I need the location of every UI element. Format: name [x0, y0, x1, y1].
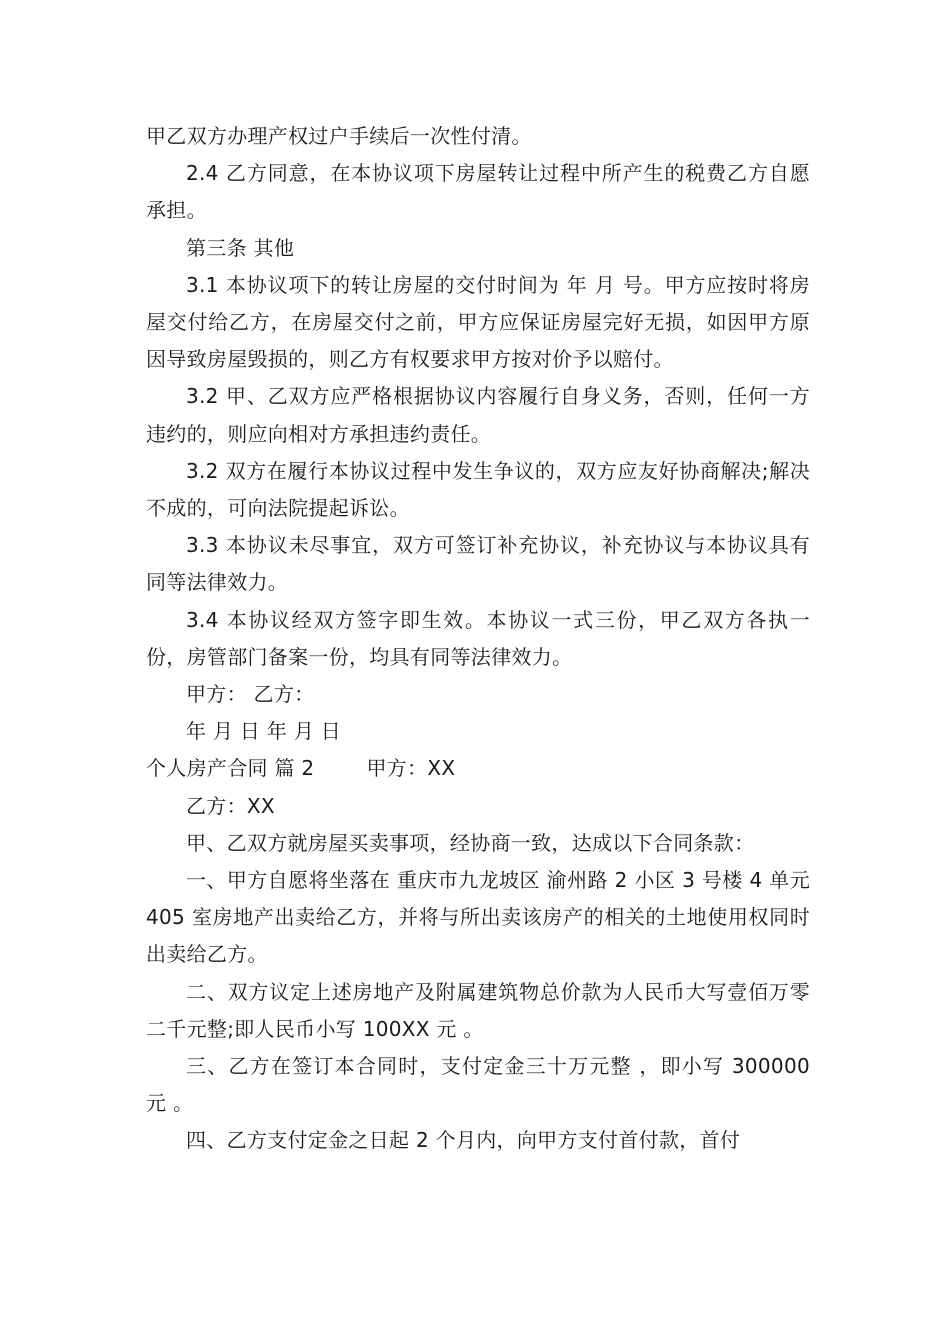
paragraph-term-1: 一、甲方自愿将坐落在 重庆市九龙坡区 渝州路 2 小区 3 号楼 4 单元 405 室房地产出卖给乙方，并将与所出卖该房产的相关的土地使用权同时出卖给乙方。	[146, 868, 810, 967]
heading-article-3: 第三条 其他	[186, 235, 295, 260]
paragraph-clause-3-1: 3.1 本协议项下的转让房屋的交付时间为 年 月 号。甲方应按时将房屋交付给乙方，在房屋交付之前，甲方应保证房屋完好无损，如因甲方原因导致房屋毁损的，则乙方有权要求甲方按对价予以赔付。	[146, 272, 810, 372]
signature-date-line: 年 月 日 年 月 日	[186, 719, 342, 744]
signature-parties-line: 甲方： 乙方：	[186, 682, 315, 707]
paragraph-clause-3-2b: 3.2 双方在履行本协议过程中发生争议的，双方应友好协商解决;解决不成的，可向法院提起诉讼。	[146, 458, 810, 521]
section-heading-line	[146, 750, 810, 787]
paragraph-clause-3-2a: 3.2 甲、乙双方应严格根据协议内容履行自身义务，否则，任何一方违约的，则应向相对方承担违约责任。	[146, 384, 810, 446]
paragraph-clause-3-4: 3.4 本协议经双方签字即生效。本协议一式三份，甲乙双方各执一份，房管部门备案一份，均具有同等法律效力。	[146, 607, 810, 669]
paragraph-party-b: 乙方：XX	[186, 793, 275, 818]
paragraph-term-2: 二、双方议定上述房地产及附属建筑物总价款为人民币大写壹佰万零二千元整;即人民币小写 100XX 元 。	[146, 979, 810, 1041]
paragraph-preamble: 甲、乙双方就房屋买卖事项，经协商一致，达成以下合同条款：	[186, 830, 755, 855]
section-heading: 个人房产合同 篇 2	[146, 756, 315, 781]
paragraph-clause-3-3: 3.3 本协议未尽事宜，双方可签订补充协议，补充协议与本协议具有同等法律效力。	[146, 533, 810, 595]
document-body	[146, 118, 810, 1160]
paragraph-clause-2-4: 2.4 乙方同意，在本协议项下房屋转让过程中所产生的税费乙方自愿承担。	[146, 161, 810, 223]
paragraph-payment-completion: 甲乙双方办理产权过户手续后一次性付清。	[146, 124, 532, 148]
section-party-a: 甲方：XX	[366, 756, 456, 781]
paragraph-term-3: 三、乙方在签订本合同时，支付定金三十万元整 ，即小写 300000 元 。	[146, 1054, 810, 1116]
paragraph-term-4: 四、乙方支付定金之日起 2 个月内，向甲方支付首付款，首付	[186, 1128, 741, 1153]
